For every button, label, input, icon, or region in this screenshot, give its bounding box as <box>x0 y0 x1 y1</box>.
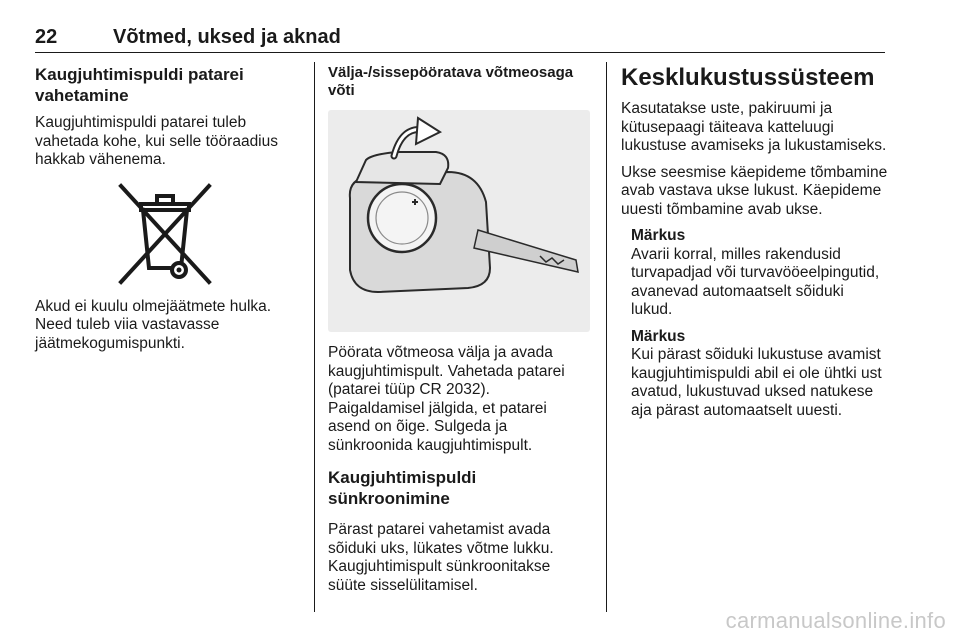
sync-text: Pärast patarei vahetamist avada sõiduki uks, lükates võtme lukku. Kaugjuhtimispult sünkroonitakse süüte sisselülitamisel. <box>328 521 554 594</box>
note-1 <box>621 227 889 320</box>
note-1-text: Avarii korral, milles rakendusid turvapadjad või turvavööeelpingutid, avanevad automaatselt sõiduki lukud. <box>631 245 880 318</box>
column-central-locking <box>621 64 889 420</box>
column-divider-2 <box>606 62 607 612</box>
door-handle-text: Ukse seesmise käepideme tõmbamine avab vastava ukse lukust. Käepideme uuesti tõmbamine avab ukse. <box>621 163 888 218</box>
battery-replacement-heading: Kaugjuhtimispuldi patarei vahetamine <box>35 65 244 105</box>
note-2 <box>621 328 889 421</box>
key-battery-figure <box>328 110 590 332</box>
watermark: carmanualsonline.info <box>725 608 946 633</box>
note-2-title: Märkus <box>631 327 686 345</box>
disposal-note: Akud ei kuulu olmejäätmete hulka. Need tuleb viia vastavasse jäätmekogumispunkti. <box>35 297 272 352</box>
page-header-title: Võtmed, uksed ja aknad <box>113 26 341 48</box>
key-instructions: Pöörata võtmeosa välja ja avada kaugjuhtimispult. Vahetada patarei (patarei tüüp CR 2032). Paigaldamisel jälgida, et patarei asend on õige. Sulgeda ja sünkroonida kaugjuhtimispult. <box>328 344 565 454</box>
note-2-text: Kui pärast sõiduki lukustuse avamist kaugjuhtimispuldi abil ei ole ühtki ust avatud, lukustuvad uksed natukese aja pärast automaatselt uuesti. <box>631 346 882 419</box>
page-number: 22 <box>35 26 58 48</box>
central-locking-heading: Kesklukustussüsteem <box>621 64 875 91</box>
note-1-title: Märkus <box>631 227 686 244</box>
sync-heading: Kaugjuhtimispuldi sünkroonimine <box>328 468 477 508</box>
crossed-out-bin-icon <box>113 182 217 286</box>
column-folding-key <box>328 64 590 595</box>
column-divider-1 <box>314 62 315 612</box>
column-battery-replacement <box>35 64 297 353</box>
page-header <box>35 26 885 52</box>
header-rule <box>35 52 885 53</box>
battery-replacement-intro: Kaugjuhtimispuldi patarei tuleb vahetada kohe, kui selle tööraadius hakkab vähenema. <box>35 114 278 168</box>
folding-key-heading: Välja-/sissepööratava võtmeosaga võti <box>328 64 574 99</box>
central-locking-intro: Kasutatakse uste, pakiruumi ja kütusepaagi täiteava katteluugi lukustuse avamiseks ja lukustamiseks. <box>621 100 887 154</box>
